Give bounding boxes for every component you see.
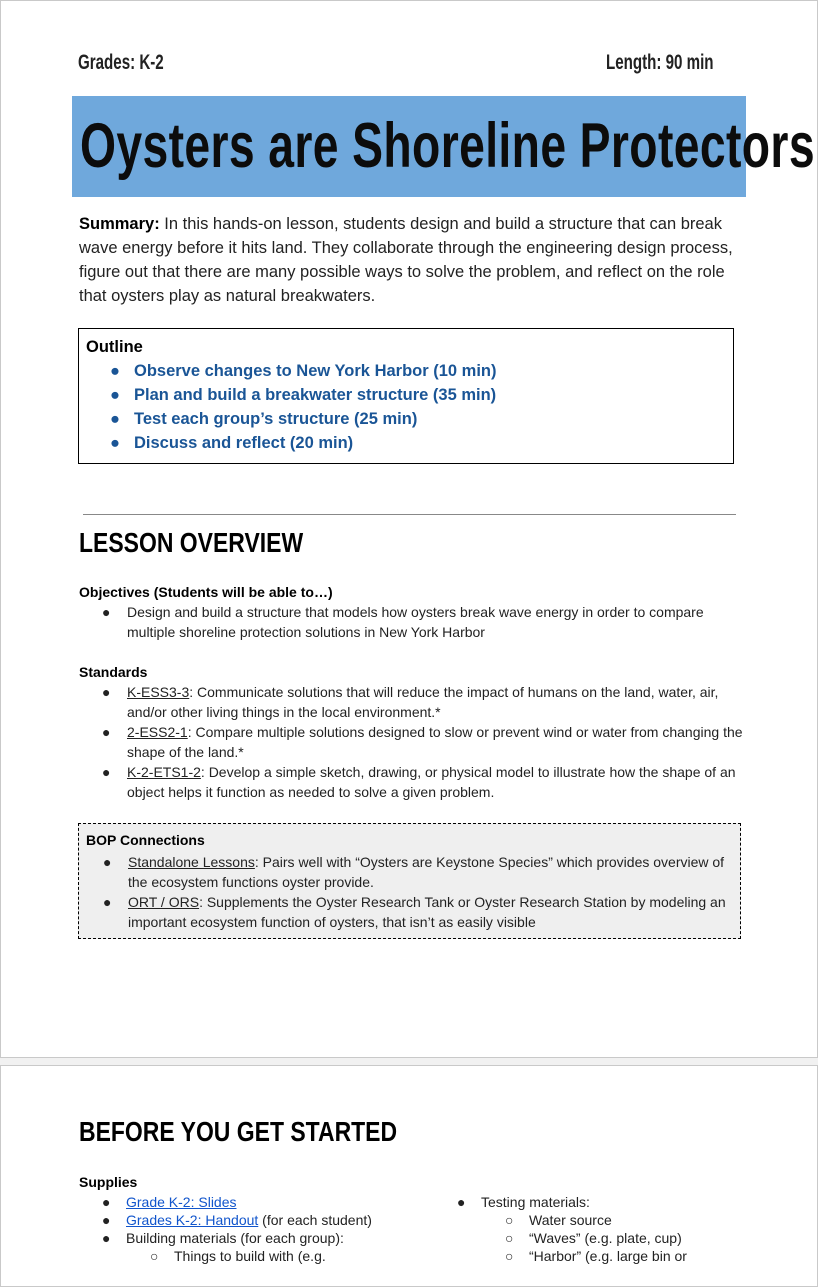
list-item: ○ “Waves” (e.g. plate, cup) xyxy=(505,1230,682,1246)
bullet-icon: ● xyxy=(102,764,111,780)
list-item: ● Design and build a structure that models how oysters break wave energy in order to compare multiple shoreline protection solutions in New York Harbor xyxy=(102,604,704,640)
list-item: ○ “Harbor” (e.g. large bin or xyxy=(505,1248,687,1264)
outline-item[interactable]: ● Plan and build a breakwater structure (35 min) xyxy=(110,386,497,404)
standard-link[interactable]: K-2-ETS1-2 xyxy=(127,764,201,780)
bullet-icon: ● xyxy=(110,410,120,428)
handout-link[interactable]: Grades K-2: Handout xyxy=(126,1212,259,1228)
summary-paragraph xyxy=(79,212,747,308)
objectives-list xyxy=(79,602,743,642)
standard-link[interactable]: K-ESS3-3 xyxy=(127,684,190,700)
bop-title: BOP Connections xyxy=(86,832,205,848)
standards-list xyxy=(79,682,743,802)
list-item: ● Building materials (for each group): xyxy=(102,1230,344,1246)
objectives-title: Objectives (Students will be able to…) xyxy=(79,584,333,600)
lesson-title: Oysters are Shoreline Protectors xyxy=(80,111,815,181)
bullet-icon: ● xyxy=(110,386,120,404)
list-item: ● Testing materials: xyxy=(457,1194,590,1210)
list-item: ○ Things to build with (e.g. xyxy=(150,1248,326,1264)
bullet-icon: ● xyxy=(110,434,120,452)
bullet-icon: ● xyxy=(102,724,111,740)
list-item: ○ Water source xyxy=(505,1212,612,1228)
supplies-title: Supplies xyxy=(79,1174,138,1190)
lesson-overview-heading: LESSON OVERVIEW xyxy=(79,527,304,558)
bop-list xyxy=(80,852,730,932)
hollow-bullet-icon: ○ xyxy=(505,1248,514,1264)
bullet-icon: ● xyxy=(110,362,120,380)
slides-link[interactable]: Grade K-2: Slides xyxy=(126,1194,237,1210)
supplies-left-column xyxy=(102,1193,372,1265)
supplies-right-column xyxy=(457,1193,687,1265)
grades-label: Grades: K-2 xyxy=(78,51,164,74)
bop-connections-box xyxy=(78,823,741,939)
bullet-icon: ● xyxy=(102,1230,111,1246)
list-item: ● ORT / ORS: Supplements the Oyster Research Tank or Oyster Research Station by modeling an important ecosystem function of oysters, that isn’t as easily visible xyxy=(103,894,726,930)
list-item: ● K-2-ETS1-2: Develop a simple sketch, drawing, or physical model to illustrate how the shape of an object helps it function as needed to solve a given problem. xyxy=(102,764,736,800)
list-item xyxy=(102,1193,372,1211)
bop-link[interactable]: Standalone Lessons xyxy=(128,854,255,870)
before-you-get-started-heading: BEFORE YOU GET STARTED xyxy=(79,1116,398,1147)
bullet-icon: ● xyxy=(102,1212,111,1228)
length-label: Length: 90 min xyxy=(606,51,714,74)
bullet-icon: ● xyxy=(102,684,111,700)
document-page-2 xyxy=(0,1065,818,1287)
list-item: ● 2-ESS2-1: Compare multiple solutions designed to slow or prevent wind or water from changing the shape of the land.* xyxy=(102,724,743,760)
hollow-bullet-icon: ○ xyxy=(505,1230,514,1246)
bullet-icon: ● xyxy=(457,1194,466,1210)
outline-item[interactable]: ● Test each group’s structure (25 min) xyxy=(110,410,418,428)
hollow-bullet-icon: ○ xyxy=(150,1248,159,1264)
outline-item[interactable]: ● Discuss and reflect (20 min) xyxy=(110,434,354,452)
section-divider xyxy=(83,514,736,515)
title-banner xyxy=(72,96,815,197)
standard-link[interactable]: 2-ESS2-1 xyxy=(127,724,188,740)
bullet-icon: ● xyxy=(102,1194,111,1210)
outline-item[interactable]: ● Observe changes to New York Harbor (10 min) xyxy=(110,362,497,380)
bop-link[interactable]: ORT / ORS xyxy=(128,894,200,910)
summary-text: In this hands-on lesson, students design and build a structure that can break wave energy before it hits land. They collaborate through the engineering design process, figure out that there are many possible ways to solve the problem, and reflect on the role that oysters play as natural breakwaters. xyxy=(79,215,733,305)
bullet-icon: ● xyxy=(103,854,112,870)
standards-title: Standards xyxy=(79,664,148,680)
bullet-icon: ● xyxy=(103,894,112,910)
list-item: ● Standalone Lessons: Pairs well with “Oysters are Keystone Species” which provides overview of the ecosystem functions oyster provide. xyxy=(103,854,725,890)
outline-title: Outline xyxy=(86,338,143,356)
list-item: ● Grades K-2: Handout (for each student) xyxy=(102,1212,372,1228)
hollow-bullet-icon: ○ xyxy=(505,1212,514,1228)
outline-box xyxy=(78,328,734,464)
bullet-icon: ● xyxy=(102,604,111,620)
summary-label: Summary: xyxy=(79,215,160,233)
list-item: ● K-ESS3-3: Communicate solutions that will reduce the impact of humans on the land, water, air, and/or other living things in the local environment.* xyxy=(102,684,719,720)
